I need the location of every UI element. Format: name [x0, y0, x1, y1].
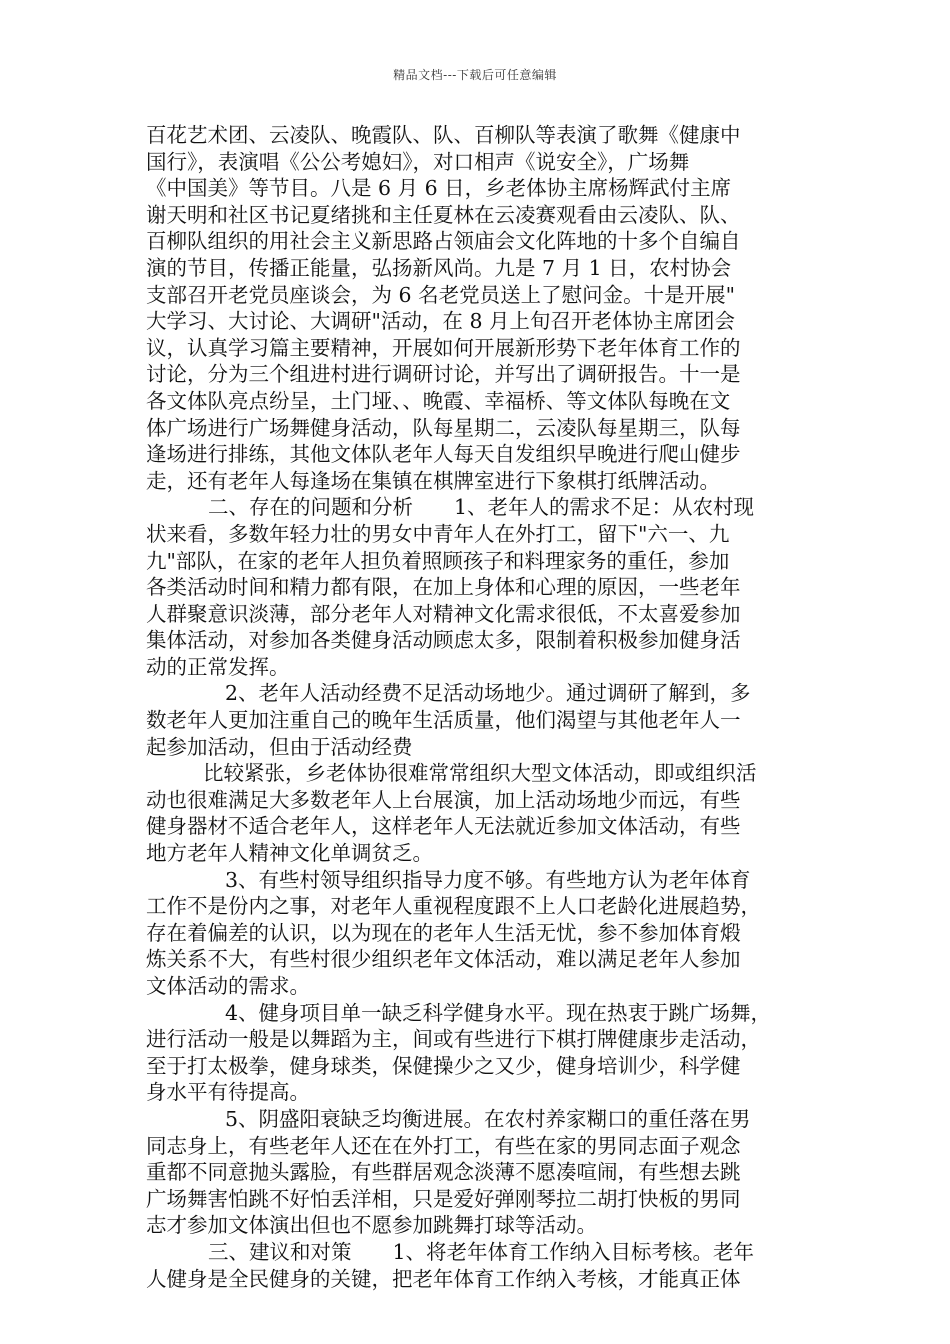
section-heading-line: 三、建议和对策 1、将老年体育工作纳入目标考核。老年	[208, 1239, 755, 1264]
text-line: 走，还有老年人每逢场在集镇在棋牌室进行下象棋打纸牌活动。	[146, 468, 720, 493]
text-line: 集体活动，对参加各类健身活动顾虑太多，限制着积极参加健身活	[146, 628, 741, 653]
text-line: 人群聚意识淡薄，部分老年人对精神文化需求很低，不太喜爱参加	[146, 601, 741, 626]
text-line: 健身器材不适合老年人，这样老年人无法就近参加文体活动，有些	[146, 814, 741, 839]
text-line: 体广场进行广场舞健身活动，队每星期二，云凌队每星期三，队每	[146, 415, 741, 440]
paragraph-start-line: 2、老年人活动经费不足活动场地少。通过调研了解到，多	[225, 681, 751, 706]
text-line: 广场舞害怕跳不好怕丢洋相，只是爱好弹刚琴拉二胡打快板的男同	[146, 1186, 741, 1211]
text-line: 各文体队亮点纷呈，土门垭、、晚霞、幸福桥、等文体队每晚在文	[146, 388, 731, 413]
paragraph-start-line: 4、健身项目单一缺乏科学健身水平。现在热衷于跳广场舞，	[225, 1000, 772, 1025]
section-heading-line: 二、存在的问题和分析 1、老年人的需求不足：从农村现	[208, 495, 755, 520]
text-line: 文体活动的需求。	[146, 974, 310, 998]
text-line: 志才参加文体演出但也不愿参加跳舞打球等活动。	[146, 1213, 597, 1238]
text-line: 讨论，分为三个组进村进行调研讨论，并写出了调研报告。十一是	[146, 362, 741, 387]
text-line: 起参加活动，但由于活动经费	[146, 734, 413, 759]
paragraph-start-line: 3、有些村领导组织指导力度不够。有些地方认为老年体育	[225, 867, 751, 892]
text-line: 国行》，表演唱《公公考媳妇》，对口相声《说安全》，广场舞	[146, 149, 690, 174]
text-line: 大学习、大讨论、大调研"活动，在 8 月上旬召开老体协主席团会	[146, 309, 736, 334]
text-line: 重都不同意抛头露脸，有些群居观念淡薄不愿凑喧闹，有些想去跳	[146, 1160, 741, 1185]
paragraph-start-line: 比较紧张，乡老体协很难常常组织大型文体活动，即或组织活	[203, 761, 757, 786]
text-line: 支部召开老党员座谈会，为 6 名老党员送上了慰问金。十是开展"	[146, 282, 736, 307]
text-line: 各类活动时间和精力都有限，在加上身体和心理的原因，一些老年	[146, 575, 741, 600]
text-line: 身水平有待提高。	[146, 1080, 310, 1105]
text-line: 谢天明和社区书记夏绪挑和主任夏林在云凌赛观看由云凌队、队、	[146, 202, 741, 227]
paragraph-start-line: 5、阴盛阳衰缺乏均衡进展。在农村养家糊口的重任落在男	[225, 1106, 751, 1131]
text-line: 炼关系不大，有些村很少组织老年文体活动，难以满足老年人参加	[146, 947, 741, 972]
text-line: 百柳队组织的用社会主义新思路占领庙会文化阵地的十多个自编自	[146, 229, 741, 254]
text-line: 动也很难满足大多数老年人上台展演，加上活动场地少而远，有些	[146, 787, 741, 812]
text-line: 数老年人更加注重自己的晚年生活质量，他们渴望与其他老年人一	[146, 708, 741, 733]
text-line: 逢场进行排练，其他文体队老年人每天自发组织早晚进行爬山健步	[146, 442, 741, 467]
text-line: 九"部队，在家的老年人担负着照顾孩子和料理家务的重任，参加	[146, 548, 730, 573]
text-line: 演的节目，传播正能量，弘扬新风尚。九是 7 月 1 日，农村协会	[146, 255, 732, 280]
text-line: 至于打太极拳，健身球类，保健操少之又少，健身培训少，科学健	[146, 1053, 741, 1078]
text-line: 人健身是全民健身的关键，把老年体育工作纳入考核，才能真正体	[146, 1266, 741, 1291]
text-line: 状来看，多数年轻力壮的男女中青年人在外打工，留下"六一、九	[146, 521, 730, 546]
text-line: 进行活动一般是以舞蹈为主，间或有些进行下棋打牌健康步走活动，	[146, 1027, 761, 1052]
text-line: 存在着偏差的认识，以为现在的老年人生活无忧，参不参加体育煅	[146, 920, 741, 945]
text-line: 《中国美》等节目。八是 6 月 6 日，乡老体协主席杨辉武付主席	[146, 176, 732, 201]
text-line: 议，认真学习篇主要精神，开展如何开展新形势下老年体育工作的	[146, 335, 741, 360]
text-line: 同志身上，有些老年人还在在外打工，有些在家的男同志面子观念	[146, 1133, 741, 1158]
page-header: 精品文档---下载后可任意编辑	[393, 68, 557, 82]
text-line: 工作不是份内之事，对老年人重视程度跟不上人口老龄化进展趋势，	[146, 894, 761, 919]
document-body	[146, 122, 810, 1292]
text-line: 动的正常发挥。	[146, 654, 290, 679]
text-line: 百花艺术团、云凌队、晚霞队、队、百柳队等表演了歌舞《健康中	[146, 123, 741, 147]
text-line: 地方老年人精神文化单调贫乏。	[146, 841, 433, 866]
